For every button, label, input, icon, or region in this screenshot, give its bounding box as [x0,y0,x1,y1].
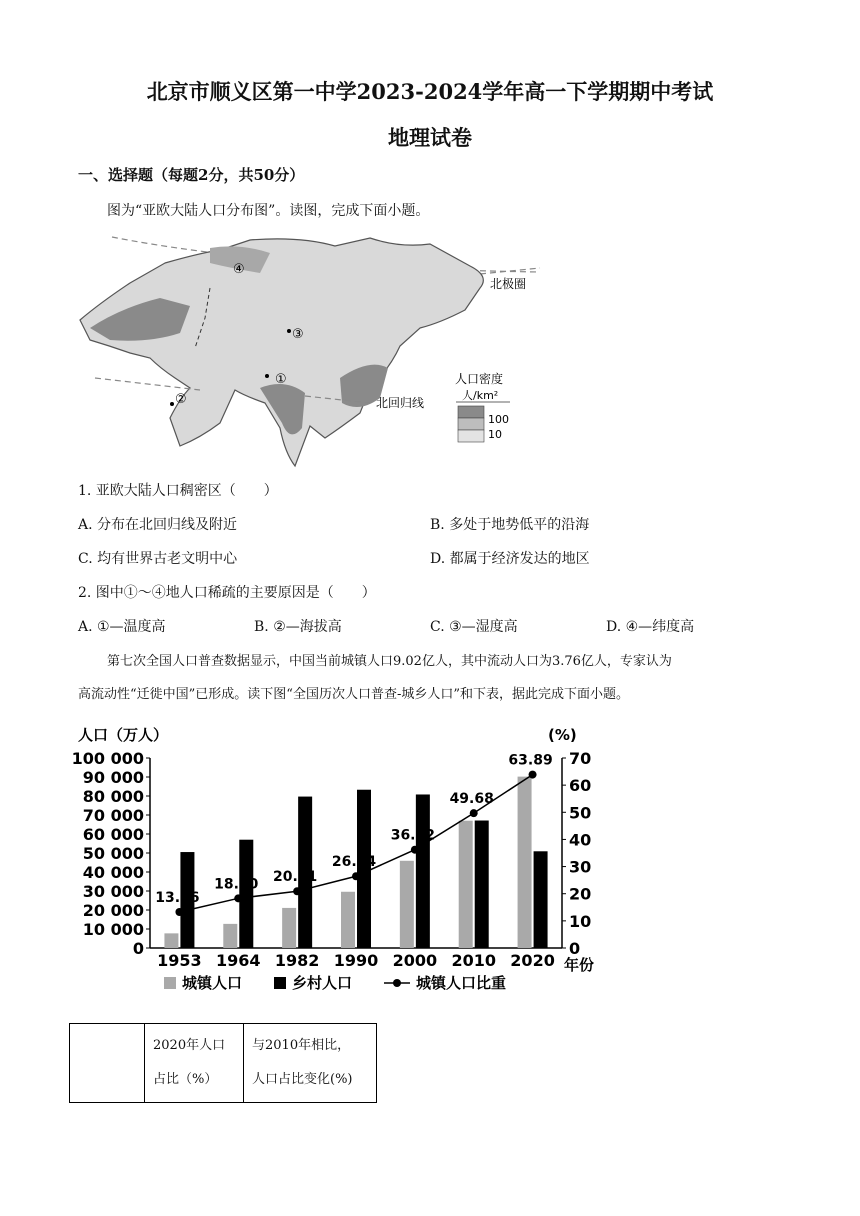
legend-label-ratio: 城镇人口比重 [416,974,507,992]
bar-urban [282,908,296,948]
legend-marker-ratio [393,979,401,987]
q2-option-d: D. ④—纬度高 [606,619,695,635]
table-header-change [244,1024,377,1103]
y-tick-label-left: 90 000 [82,768,144,787]
x-tick-label: 1953 [157,951,202,970]
x-tick-label: 1982 [274,951,320,970]
y-tick-label-right: 10 [569,911,592,931]
data-label: 26.44 [331,854,377,871]
legend-unit: 人/km² [462,389,499,402]
y-tick-label-left: 30 000 [82,882,144,901]
y-tick-label-right: 50 [569,803,592,823]
y-tick-label-left: 100 000 [71,749,144,768]
table-cell-empty [70,1024,145,1103]
line-point [411,846,419,854]
y-tick-label-left: 80 000 [82,787,144,806]
data-label: 13.26 [155,890,200,907]
table-header-share-line2: 占比（%） [153,1072,218,1087]
legend-value-100: 100 [488,413,509,426]
section-heading: 一、选择题（每题2分，共50分） [78,166,305,184]
bar-rural [534,851,548,948]
q2-option-c: C. ③—湿度高 [430,619,518,635]
y-tick-label-right: 70 [569,749,592,768]
population-table [69,1023,377,1103]
table-header-share [145,1024,244,1103]
x-tick-label: 2000 [392,951,438,970]
x-tick-label: 1990 [333,951,379,970]
y-tick-label-left: 60 000 [82,825,144,844]
y-tick-label-left: 50 000 [82,844,144,863]
x-axis-title: 年份 [564,956,595,974]
intro-text-2-line2: 高流动性“迁徙中国”已形成。读下图“全国历次人口普查-城乡人口”和下表，据此完成下面小题。 [78,687,629,702]
bar-rural [475,821,489,948]
eurasia-population-map [70,228,570,473]
q1-option-a: A. 分布在北回归线及附近 [78,517,238,533]
table-row [70,1024,377,1103]
legend-swatch-high [458,406,484,418]
bar-urban [164,933,178,948]
legend-label-rural: 乡村人口 [292,974,353,992]
y-axis-left-title: 人口（万人） [78,726,169,744]
legend-swatch-rural [274,977,286,989]
document-subtitle: 地理试卷 [388,125,472,150]
table-header-change-line1: 与2010年相比， [252,1038,351,1053]
bar-urban [400,861,414,948]
q2-stem: 2. 图中①～④地人口稀疏的主要原因是（ ） [78,585,376,601]
data-label: 18.30 [214,876,259,893]
y-tick-label-left: 20 000 [82,901,144,920]
data-label: 36.22 [390,827,436,844]
line-point [529,771,537,779]
y-tick-label-right: 20 [569,884,592,904]
table-header-change-line2: 人口占比变化(%) [252,1072,353,1087]
data-label: 20.91 [272,869,318,886]
x-tick-label: 1964 [216,951,261,970]
q2-option-a: A. ①—温度高 [78,619,166,635]
tropic-label: 北回归线 [376,396,425,410]
line-point [234,894,242,902]
legend-swatch-urban [164,977,176,989]
arctic-circle-label: 北极圈 [490,277,527,291]
y-tick-label-left: 40 000 [82,863,144,882]
line-point [470,809,478,817]
bar-rural [239,840,253,948]
y-tick-label-right: 0 [569,939,581,958]
data-label: 63.89 [508,752,553,769]
bar-urban [459,821,473,948]
y-tick-label-left: 70 000 [82,806,144,825]
legend-title: 人口密度 [455,372,504,386]
y-tick-label-right: 30 [569,857,592,877]
legend-swatch-mid [458,418,484,430]
x-tick-label: 2020 [510,951,555,970]
q1-option-c: C. 均有世界古老文明中心 [78,551,238,567]
line-point [293,887,301,895]
bar-rural [416,794,430,948]
document-title: 北京市顺义区第一中学2023-2024学年高一下学期期中考试 [146,79,714,104]
q1-option-b: B. 多处于地势低平的沿海 [430,517,590,533]
y-tick-label-left: 10 000 [82,920,144,939]
continent-shape [80,238,483,466]
q1-stem: 1. 亚欧大陆人口稠密区（ ） [78,483,278,499]
data-label: 49.68 [449,791,494,808]
x-tick-label: 2010 [451,951,496,970]
legend-swatch-low [458,430,484,442]
y-axis-right-title: (%) [548,726,577,744]
intro-text-2-line1: 第七次全国人口普查数据显示，中国当前城镇人口9.02亿人，其中流动人口为3.76亿人，专家认为 [107,654,672,669]
map-label-3: ③ [292,327,304,342]
urban-rural-population-chart [70,718,610,1008]
intro-text-1: 图为“亚欧大陆人口分布图”。读图，完成下面小题。 [107,203,430,219]
q1-option-d: D. 都属于经济发达的地区 [430,551,590,567]
map-label-4: ④ [233,262,245,277]
map-label-2: ② [175,392,187,407]
legend-label-urban: 城镇人口 [182,974,243,992]
table-header-share-line1: 2020年人口 [153,1038,226,1053]
line-point [175,908,183,916]
y-tick-label-left: 0 [132,939,144,958]
legend-value-10: 10 [488,428,502,441]
map-label-1: ① [275,372,287,387]
q2-option-b: B. ②—海拔高 [254,619,342,635]
y-tick-label-right: 60 [569,776,592,796]
y-tick-label-right: 40 [569,830,592,850]
bar-urban [223,924,237,948]
bar-urban [341,892,355,948]
bar-urban [518,777,532,948]
line-point [352,872,360,880]
